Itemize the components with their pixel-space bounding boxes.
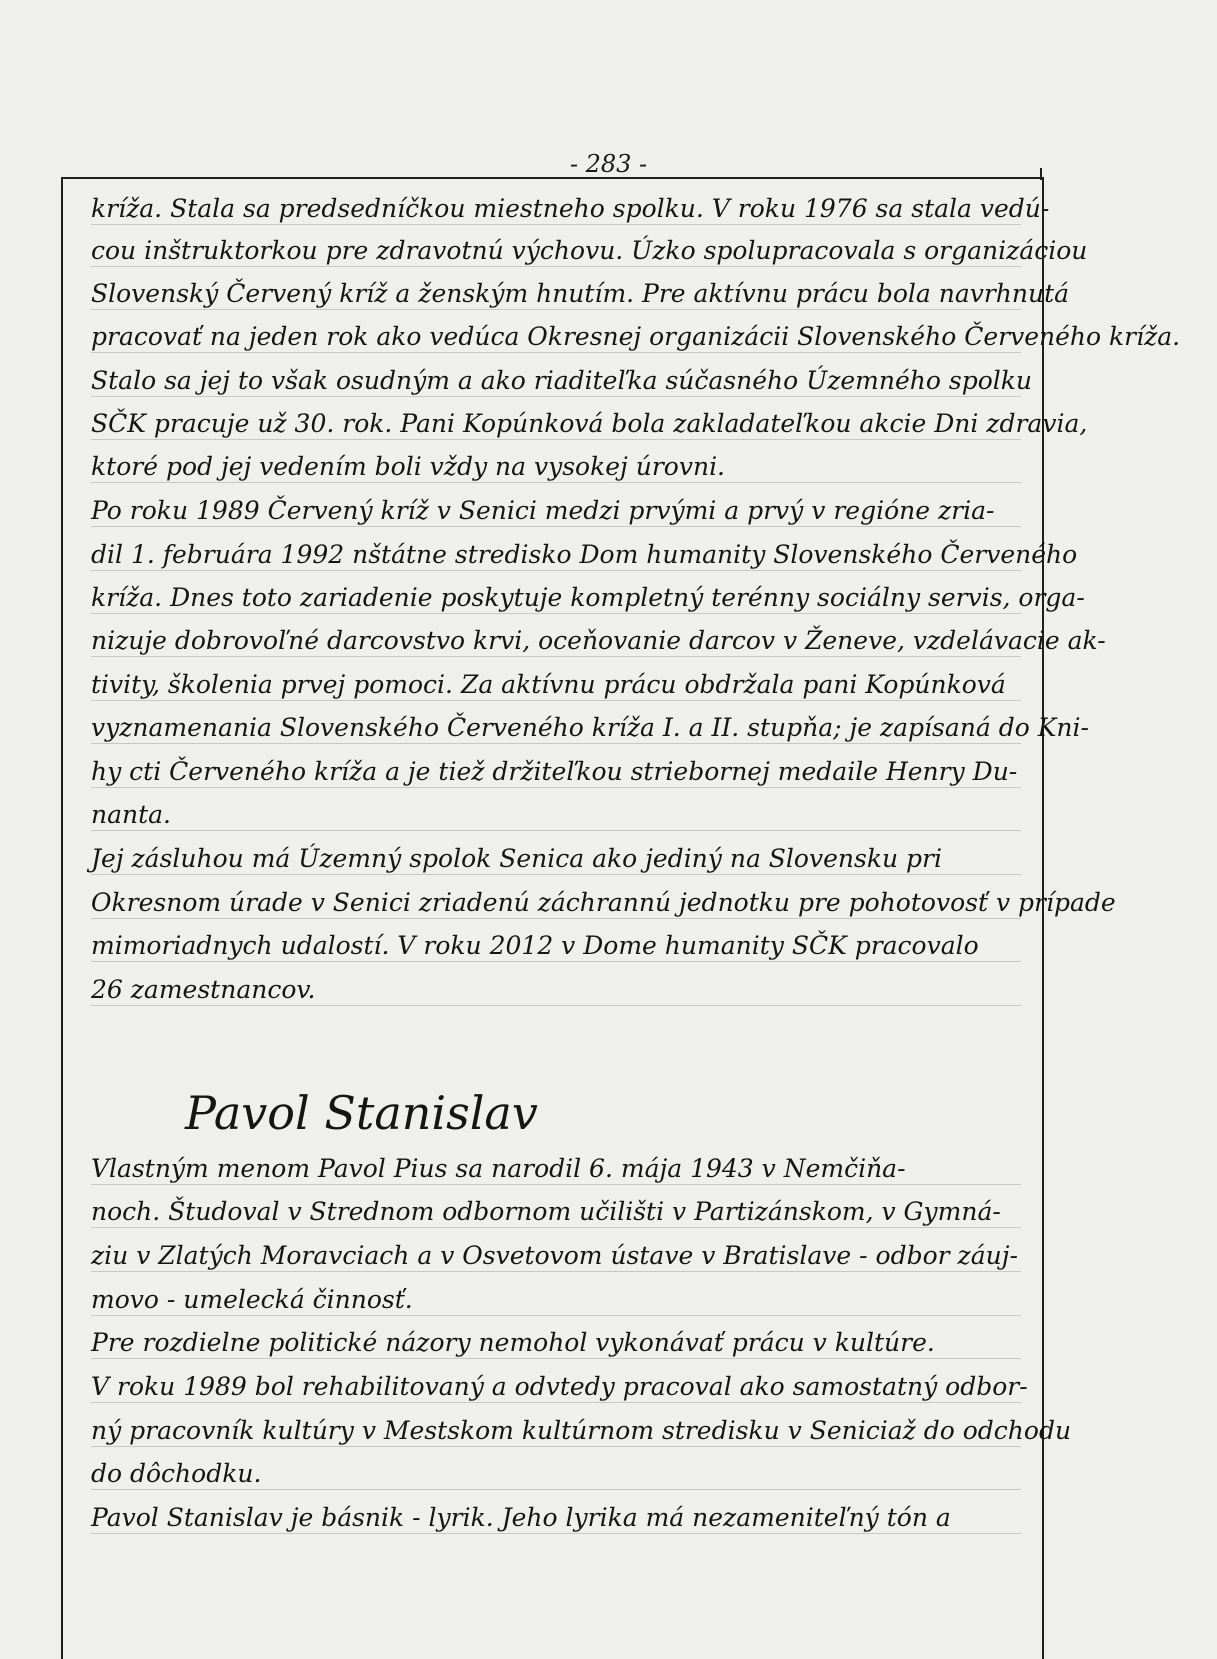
text-line: Slovenský Červený kríž a ženským hnutím. Pre aktívnu prácu bola navrhnutá — [91, 279, 1070, 308]
text-line: do dôchodku. — [91, 1459, 1021, 1490]
text-line: tivity, školenia prvej pomoci. Za aktívnu prácu obdržala pani Kopúnková — [91, 670, 1021, 701]
text-line: mimoriadnych udalostí. V roku 2012 v Dome humanity SČK pracovalo — [91, 931, 1021, 962]
text-line: ný pracovník kultúry v Mestskom kultúrnom stredisku v Seniciaž do odchodu — [91, 1416, 1072, 1445]
text-line: 26 zamestnancov. — [91, 975, 1021, 1006]
text-line: V roku 1989 bol rehabilitovaný a odvtedy pracoval ako samostatný odbor- — [91, 1372, 1028, 1401]
text-line: Vlastným menom Pavol Pius sa narodil 6. mája 1943 v Nemčiňa- — [91, 1154, 1021, 1185]
text-line: ktoré pod jej vedením boli vždy na vysokej úrovni. — [91, 452, 1021, 483]
frame-tick — [1040, 168, 1042, 180]
section-heading: Pavol Stanislav — [185, 1086, 538, 1140]
text-line: Stalo sa jej to však osudným a ako riaditeľka súčasného Územného spolku — [91, 366, 1032, 395]
text-line: nanta. — [91, 800, 1021, 831]
text-line: noch. Študoval v Strednom odbornom učilišti v Partizánskom, v Gymná- — [91, 1197, 1021, 1228]
text-line: vyznamenania Slovenského Červeného kríža I. a II. stupňa; je zapísaná do Kni- — [91, 713, 1089, 742]
text-line: cou inštruktorkou pre zdravotnú výchovu. Úzko spolupracovala s organizáciou — [91, 236, 1088, 265]
text-line: Jej zásluhou má Územný spolok Senica ako jediný na Slovensku pri — [91, 844, 1021, 875]
text-line: Pre rozdielne politické názory nemohol vykonávať prácu v kultúre. — [91, 1328, 1021, 1359]
text-line: pracovať na jeden rok ako vedúca Okresnej organizácii Slovenského Červeného kríža. — [91, 322, 1181, 351]
text-line: movo - umelecká činnosť. — [91, 1285, 1021, 1316]
text-line: Okresnom úrade v Senici zriadenú záchrannú jednotku pre pohotovosť v prípade — [91, 888, 1116, 917]
text-line: kríža. Dnes toto zariadenie poskytuje kompletný terénny sociálny servis, orga- — [91, 583, 1085, 612]
text-line: Po roku 1989 Červený kríž v Senici medzi prvými a prvý v regióne zria- — [91, 496, 1021, 527]
page-number: - 283 - — [569, 150, 648, 178]
text-line: SČK pracuje už 30. rok. Pani Kopúnková bola zakladateľkou akcie Dni zdravia, — [91, 409, 1088, 438]
text-line: kríža. Stala sa predsedníčkou miestneho spolku. V roku 1976 sa stala vedú- — [91, 194, 1050, 223]
text-line: nizuje dobrovoľné darcovstvo krvi, oceňovanie darcov v Ženeve, vzdelávacie ak- — [91, 626, 1106, 655]
text-line: dil 1. februára 1992 nštátne stredisko Dom humanity Slovenského Červeného — [91, 540, 1078, 569]
text-line: hy cti Červeného kríža a je tiež držiteľkou striebornej medaile Henry Du- — [91, 757, 1021, 788]
text-line: ziu v Zlatých Moravciach a v Osvetovom ústave v Bratislave - odbor záuj- — [91, 1241, 1021, 1272]
text-line: Pavol Stanislav je básnik - lyrik. Jeho lyrika má nezameniteľný tón a — [91, 1503, 1021, 1534]
